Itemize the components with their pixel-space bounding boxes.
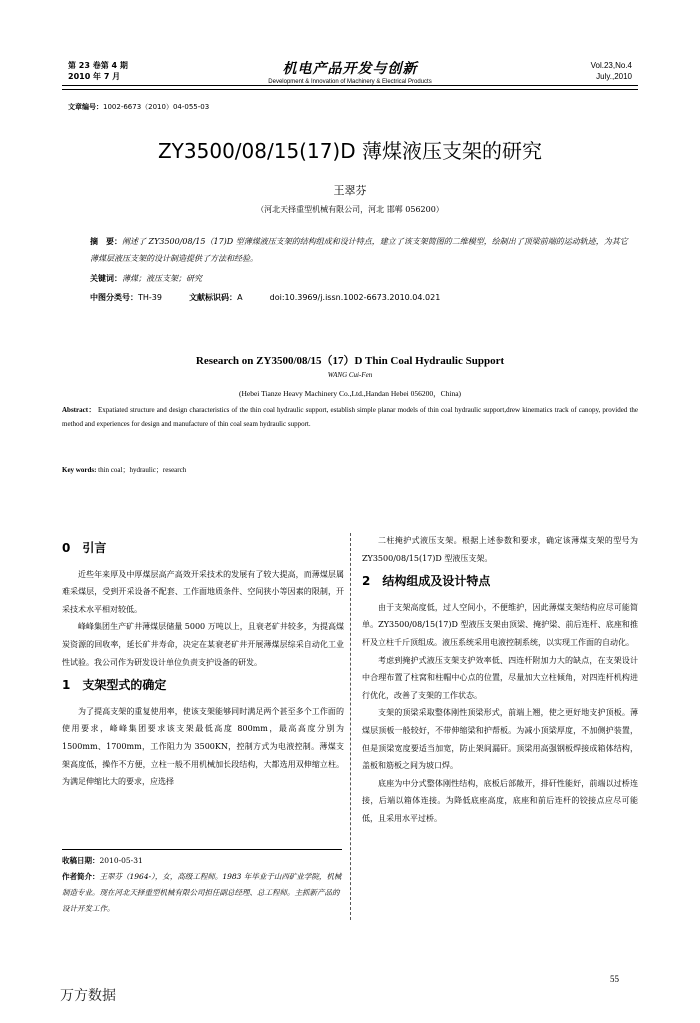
author-cn: 王翠芬 <box>333 184 367 197</box>
abstract-en-text: Expatiated structure and design characteristics of the thin coal hydraulic support, establish simple planar models of thin coal hydraulic support,drew kinematics track of canopy, provided the method and experiences for design and manufacture of thin coal seam hydraulic support. <box>62 406 638 428</box>
abstract-en-label: Abstract： <box>62 406 96 414</box>
abstract-en <box>62 403 638 431</box>
header-rule-thick <box>62 85 638 86</box>
keywords-en-label: Key words: <box>62 466 97 474</box>
date-cn: 2010 年 7 月 <box>68 72 121 81</box>
doi: doi:10.3969/j.issn.1002-6673.2010.04.021 <box>269 293 441 302</box>
affiliation-cn: （河北天择重型机械有限公司，河北 邯郸 056200） <box>256 205 444 214</box>
article-number <box>68 102 209 112</box>
column-divider <box>350 533 351 920</box>
keywords-cn-text: 薄煤；液压支架；研究 <box>122 274 202 283</box>
article-number-value: 1002-6673（2010）04-055-03 <box>103 103 210 111</box>
footnote <box>62 853 342 917</box>
section-2-heading: 2 结构组成及设计特点 <box>362 574 491 589</box>
footnote-rule <box>62 849 342 850</box>
title-en: Research on ZY3500/08/15（17）D Thin Coal Hydraulic Support <box>195 355 505 367</box>
journal-volume <box>591 60 632 82</box>
page-number: 55 <box>610 974 619 984</box>
section-0-heading: 0 引言 <box>62 541 107 555</box>
affiliation-en: (Hebei Tianze Heavy Machinery Co.,Ltd.,Handan Hebei 056200，China) <box>238 389 462 398</box>
watermark: 万方数据 <box>60 988 116 1004</box>
received-value: 2010-05-31 <box>99 856 143 865</box>
journal-issue <box>68 60 128 82</box>
article-number-label: 文章编号： <box>68 103 103 111</box>
bio-label: 作者简介： <box>62 872 100 881</box>
paragraph: 为了提高支架的重复使用率，使该支架能够同时满足两个甚至多个工作面的使用要求，峰峰集团要求该支架最低高度 800mm，最高高度分别为 1500mm、1700mm，工作阻力为 3500KN，控制方式为电液控制。薄煤支架高度低，操作不方便，立柱一般不用机械加长段结构，大都选用双伸缩立柱。为满足伸缩比大的要求，应选择 <box>62 706 344 787</box>
header-rule-thin <box>62 89 638 90</box>
page-title: ZY3500/08/15(17)D 薄煤液压支架的研究 <box>157 139 542 163</box>
paragraph: 支架的顶梁采取整体刚性顶梁形式，前端上翘，使之更好地支护顶板。薄煤层顶板一般较好，不带伸缩梁和护帮板。为减小顶梁厚度，不加侧护装置，但是顶梁宽度要适当加宽，防止架间漏矸。顶梁用高强钢板焊接成箱体结构，盖板和筋板之间为坡口焊。 <box>362 708 638 771</box>
received-label: 收稿日期： <box>62 856 100 865</box>
class-value: TH-39 <box>138 293 162 302</box>
abstract-cn-label: 摘 要： <box>90 236 122 246</box>
author-en: WANG Cui-Fen <box>327 371 373 379</box>
journal-name <box>190 58 510 85</box>
author-bio <box>62 869 342 917</box>
bio-text: 王翠芬（1964-），女，高级工程师。1983 年毕业于山西矿业学院，机械制造专业。现在河北天择重型机械有限公司担任副总经理、总工程师。主抓新产品的设计开发工作。 <box>62 872 342 913</box>
paragraph: 近些年来厚及中厚煤层高产高效开采技术的发展有了较大提高，而薄煤层属难采煤层，受到开采设备不配套、工作面地质条件、空间狭小等因素的限制，开采技术水平相对较低。 <box>62 569 344 614</box>
date-en: July.,2010 <box>596 72 632 81</box>
section-1-heading: 1 支架型式的确定 <box>62 678 167 693</box>
keywords-en <box>62 465 186 475</box>
doc-label: 文献标识码： <box>189 293 238 302</box>
paragraph: 由于支架高度低，过人空间小，不便维护，因此薄煤支架结构应尽可能简单。ZY3500/08/15(17)D 型液压支架由顶梁、掩护梁、前后连杆、底座和推杆及立柱千斤顶组成。液压系统采用电液控制系统，以实现工作面的自动化。 <box>362 602 638 647</box>
keywords-cn-label: 关键词： <box>90 273 122 283</box>
received-date <box>62 853 342 869</box>
paragraph: 峰峰集团生产矿井薄煤层储量 5000 万吨以上，且衰老矿井较多，为提高煤炭资源的回收率，延长矿井寿命，决定在某衰老矿井开展薄煤层综采自动化工业性试验。我公司作为研发设计单位负责支护设备的研发。 <box>62 622 344 667</box>
paragraph: 考虑到掩护式液压支架支护效率低、四连杆附加力大的缺点，在支架设计中合理布置了柱窝和柱帽中心点的位置，尽量加大立柱倾角，对四连杆机构进行优化，改善了支架的工作状态。 <box>362 655 638 700</box>
classification <box>90 292 440 303</box>
doc-value: A <box>237 293 243 302</box>
issue-cn: 第 23 卷第 4 期 <box>68 61 128 70</box>
keywords-cn <box>90 273 202 284</box>
abstract-cn-text: 阐述了 ZY3500/08/15（17)D 型薄煤液压支架的结构组成和设计特点，建立了该支架简图的二维模型，绘制出了顶梁前端的运动轨迹，为其它薄煤层液压支架的设计制造提供了方法和经验。 <box>90 237 628 263</box>
vol-en: Vol.23,No.4 <box>590 61 632 70</box>
journal-name-cn: 机电产品开发与创新 <box>282 61 418 77</box>
abstract-cn <box>90 233 635 267</box>
paragraph: 底座为中分式整体刚性结构，底板后部敞开，排矸性能好，前端以过桥连接，后端以箱体连接。为降低底座高度，底座和前后连杆的铰接点应尽可能低，且采用水平过桥。 <box>362 778 638 823</box>
paragraph: 二柱掩护式液压支架。根据上述参数和要求，确定该薄煤支架的型号为 ZY3500/08/15(17)D 型液压支架。 <box>362 536 638 563</box>
left-column <box>62 540 344 791</box>
right-column <box>362 532 638 828</box>
class-label: 中图分类号： <box>90 293 138 302</box>
journal-name-en: Development & Innovation of Machinery & Electrical Products <box>268 79 432 85</box>
keywords-en-text: thin coal；hydraulic；research <box>98 466 187 474</box>
